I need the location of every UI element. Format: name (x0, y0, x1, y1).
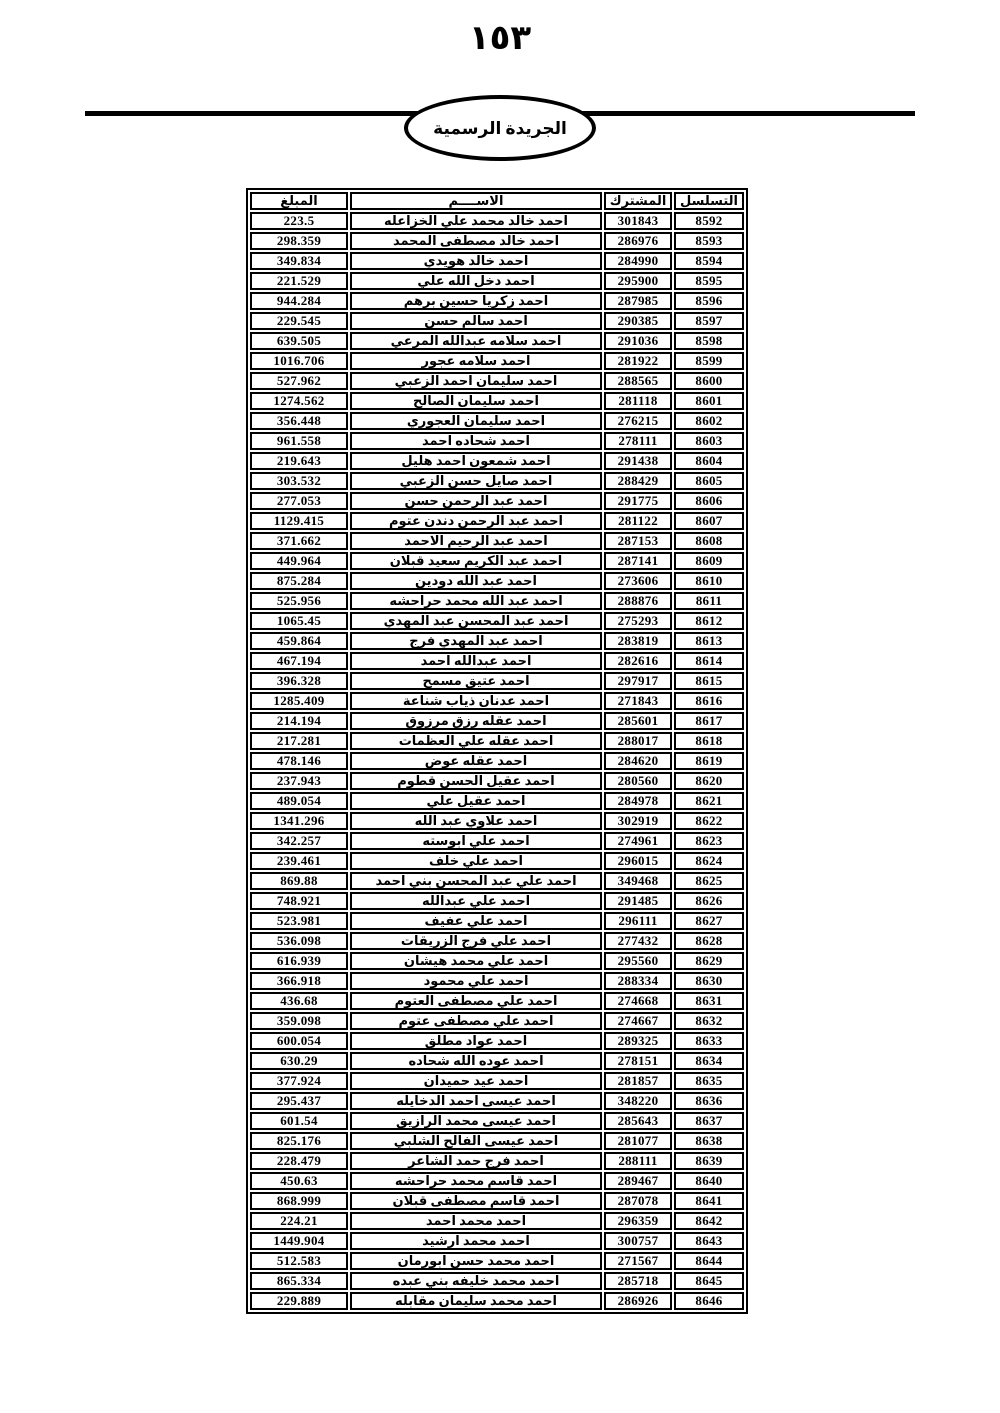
table-row (250, 272, 744, 290)
subscriber-cell: 273606 (604, 572, 672, 590)
amount-column-header: المبلغ (250, 192, 348, 210)
serial-cell: 8602 (674, 412, 744, 430)
serial-cell: 8614 (674, 652, 744, 670)
serial-cell: 8594 (674, 252, 744, 270)
subscriber-cell: 281077 (604, 1132, 672, 1150)
amount-cell: 1449.904 (250, 1232, 348, 1250)
table-row (250, 892, 744, 910)
serial-cell: 8628 (674, 932, 744, 950)
amount-cell: 944.284 (250, 292, 348, 310)
table-row (250, 1152, 744, 1170)
subscriber-cell: 284990 (604, 252, 672, 270)
table-row (250, 692, 744, 710)
page-number: ١٥٣ (468, 20, 532, 57)
name-cell: احمد سلامه عجور (350, 352, 602, 370)
table-row (250, 1112, 744, 1130)
table-row (250, 312, 744, 330)
serial-cell: 8610 (674, 572, 744, 590)
subscriber-cell: 288017 (604, 732, 672, 750)
amount-cell: 237.943 (250, 772, 348, 790)
subscriber-cell: 288429 (604, 472, 672, 490)
serial-cell: 8595 (674, 272, 744, 290)
serial-cell: 8644 (674, 1252, 744, 1270)
subscriber-cell: 281922 (604, 352, 672, 370)
amount-cell: 536.098 (250, 932, 348, 950)
amount-cell: 228.479 (250, 1152, 348, 1170)
table-row (250, 292, 744, 310)
subscriber-cell: 291036 (604, 332, 672, 350)
name-cell: احمد خالد مصطفى المحمد (350, 232, 602, 250)
amount-cell: 229.545 (250, 312, 348, 330)
name-cell: احمد عبد المحسن عبد المهدي (350, 612, 602, 630)
name-cell: احمد عقله عوض (350, 752, 602, 770)
amount-cell: 449.964 (250, 552, 348, 570)
amount-cell: 219.643 (250, 452, 348, 470)
amount-cell: 366.918 (250, 972, 348, 990)
name-cell: احمد سليمان العجوري (350, 412, 602, 430)
subscriber-cell: 288334 (604, 972, 672, 990)
name-cell: احمد سلامه عبدالله المرعي (350, 332, 602, 350)
serial-cell: 8613 (674, 632, 744, 650)
subscriber-cell: 271843 (604, 692, 672, 710)
name-cell: احمد محمد احمد (350, 1212, 602, 1230)
name-column-header: الاســــم (350, 192, 602, 210)
subscriber-cell: 283819 (604, 632, 672, 650)
amount-cell: 527.962 (250, 372, 348, 390)
serial-cell: 8638 (674, 1132, 744, 1150)
subscriber-cell: 291438 (604, 452, 672, 470)
table-row (250, 672, 744, 690)
subscriber-cell: 280560 (604, 772, 672, 790)
serial-cell: 8643 (674, 1232, 744, 1250)
subscribers-table-body (250, 212, 744, 1310)
amount-cell: 478.146 (250, 752, 348, 770)
name-cell: احمد عقله رزق مرزوق (350, 712, 602, 730)
name-cell: احمد علي مصطفى العتوم (350, 992, 602, 1010)
subscriber-cell: 282616 (604, 652, 672, 670)
table-row (250, 772, 744, 790)
table-row (250, 232, 744, 250)
name-cell: احمد محمد حسن ابورمان (350, 1252, 602, 1270)
serial-cell: 8623 (674, 832, 744, 850)
table-row (250, 652, 744, 670)
subscriber-cell: 300757 (604, 1232, 672, 1250)
serial-cell: 8625 (674, 872, 744, 890)
name-cell: احمد علي محمود (350, 972, 602, 990)
table-row (250, 252, 744, 270)
amount-cell: 214.194 (250, 712, 348, 730)
amount-cell: 459.864 (250, 632, 348, 650)
table-row (250, 972, 744, 990)
serial-cell: 8616 (674, 692, 744, 710)
subscriber-cell: 291775 (604, 492, 672, 510)
name-cell: احمد عبد الله محمد حراحشه (350, 592, 602, 610)
amount-cell: 467.194 (250, 652, 348, 670)
amount-cell: 748.921 (250, 892, 348, 910)
table-row (250, 932, 744, 950)
amount-cell: 221.529 (250, 272, 348, 290)
amount-cell: 825.176 (250, 1132, 348, 1150)
serial-cell: 8615 (674, 672, 744, 690)
table-row (250, 1272, 744, 1290)
serial-cell: 8604 (674, 452, 744, 470)
subscriber-cell: 271567 (604, 1252, 672, 1270)
amount-cell: 601.54 (250, 1112, 348, 1130)
subscriber-cell: 301843 (604, 212, 672, 230)
table-row (250, 1072, 744, 1090)
name-cell: احمد عيسى محمد الرازيق (350, 1112, 602, 1130)
serial-cell: 8611 (674, 592, 744, 610)
table-row (250, 612, 744, 630)
subscriber-cell: 295560 (604, 952, 672, 970)
name-cell: احمد علي خلف (350, 852, 602, 870)
name-cell: احمد عقيل الحسن قطوم (350, 772, 602, 790)
name-cell: احمد عيسى احمد الدخايله (350, 1092, 602, 1110)
amount-cell: 239.461 (250, 852, 348, 870)
amount-cell: 303.532 (250, 472, 348, 490)
subscriber-cell: 288111 (604, 1152, 672, 1170)
serial-cell: 8608 (674, 532, 744, 550)
name-cell: احمد عبد الله دودين (350, 572, 602, 590)
serial-cell: 8631 (674, 992, 744, 1010)
serial-cell: 8601 (674, 392, 744, 410)
subscriber-cell: 287985 (604, 292, 672, 310)
amount-cell: 1285.409 (250, 692, 348, 710)
name-cell: احمد عقيل علي (350, 792, 602, 810)
table-row (250, 632, 744, 650)
subscriber-cell: 286926 (604, 1292, 672, 1310)
amount-cell: 356.448 (250, 412, 348, 430)
serial-cell: 8600 (674, 372, 744, 390)
serial-cell: 8635 (674, 1072, 744, 1090)
serial-cell: 8637 (674, 1112, 744, 1130)
subscriber-cell: 285718 (604, 1272, 672, 1290)
name-cell: احمد عبد الكريم سعيد قبلان (350, 552, 602, 570)
amount-cell: 961.558 (250, 432, 348, 450)
name-cell: احمد قاسم مصطفى قبلان (350, 1192, 602, 1210)
serial-cell: 8606 (674, 492, 744, 510)
serial-cell: 8596 (674, 292, 744, 310)
amount-cell: 349.834 (250, 252, 348, 270)
name-cell: احمد عبدالله احمد (350, 652, 602, 670)
name-cell: احمد فرج حمد الشاعر (350, 1152, 602, 1170)
table-row (250, 412, 744, 430)
name-cell: احمد محمد سليمان مقابله (350, 1292, 602, 1310)
table-row (250, 452, 744, 470)
name-cell: احمد علي مصطفى عتوم (350, 1012, 602, 1030)
subscriber-cell: 296111 (604, 912, 672, 930)
subscriber-cell: 296015 (604, 852, 672, 870)
serial-cell: 8626 (674, 892, 744, 910)
subscriber-cell: 284620 (604, 752, 672, 770)
subscriber-cell: 275293 (604, 612, 672, 630)
name-cell: احمد علي عبد المحسن بني احمد (350, 872, 602, 890)
subscriber-cell: 290385 (604, 312, 672, 330)
table-row (250, 992, 744, 1010)
amount-cell: 630.29 (250, 1052, 348, 1070)
name-cell: احمد علي فرج الزريقات (350, 932, 602, 950)
serial-cell: 8633 (674, 1032, 744, 1050)
subscriber-cell: 289325 (604, 1032, 672, 1050)
table-row (250, 1092, 744, 1110)
amount-cell: 600.054 (250, 1032, 348, 1050)
subscriber-cell: 274668 (604, 992, 672, 1010)
amount-cell: 875.284 (250, 572, 348, 590)
table-row (250, 852, 744, 870)
serial-column-header: التسلسل (674, 192, 744, 210)
serial-cell: 8617 (674, 712, 744, 730)
subscriber-cell: 278111 (604, 432, 672, 450)
table-row (250, 1132, 744, 1150)
name-cell: احمد عيد حميدان (350, 1072, 602, 1090)
serial-cell: 8620 (674, 772, 744, 790)
name-cell: احمد عتيق مسمح (350, 672, 602, 690)
name-cell: احمد سليمان احمد الزعبي (350, 372, 602, 390)
table-row (250, 352, 744, 370)
subscriber-column-header: المشترك (604, 192, 672, 210)
table-row (250, 1172, 744, 1190)
amount-cell: 217.281 (250, 732, 348, 750)
name-cell: احمد عبد الرحمن حسن (350, 492, 602, 510)
table-row (250, 532, 744, 550)
serial-cell: 8605 (674, 472, 744, 490)
table-row (250, 392, 744, 410)
subscriber-cell: 274667 (604, 1012, 672, 1030)
amount-cell: 639.505 (250, 332, 348, 350)
subscriber-cell: 289467 (604, 1172, 672, 1190)
serial-cell: 8639 (674, 1152, 744, 1170)
amount-cell: 1341.296 (250, 812, 348, 830)
name-cell: احمد علي ابوسته (350, 832, 602, 850)
table-row (250, 572, 744, 590)
table-row (250, 1192, 744, 1210)
subscriber-cell: 348220 (604, 1092, 672, 1110)
name-cell: احمد علي عفيف (350, 912, 602, 930)
subscriber-cell: 285601 (604, 712, 672, 730)
subscriber-cell: 281118 (604, 392, 672, 410)
serial-cell: 8630 (674, 972, 744, 990)
serial-cell: 8636 (674, 1092, 744, 1110)
table-row (250, 552, 744, 570)
subscriber-cell: 302919 (604, 812, 672, 830)
amount-cell: 512.583 (250, 1252, 348, 1270)
table-row (250, 1232, 744, 1250)
name-cell: احمد عيسى الفالح الشلبي (350, 1132, 602, 1150)
name-cell: احمد خالد محمد علي الخزاعله (350, 212, 602, 230)
table-row (250, 712, 744, 730)
table-row (250, 872, 744, 890)
gazette-title-ellipse (404, 95, 596, 161)
name-cell: احمد عقله علي العظمات (350, 732, 602, 750)
subscriber-cell: 276215 (604, 412, 672, 430)
serial-cell: 8632 (674, 1012, 744, 1030)
table-row (250, 372, 744, 390)
table-row (250, 432, 744, 450)
subscriber-cell: 287153 (604, 532, 672, 550)
table-row (250, 732, 744, 750)
name-cell: احمد عواد مطلق (350, 1032, 602, 1050)
amount-cell: 489.054 (250, 792, 348, 810)
subscriber-cell: 277432 (604, 932, 672, 950)
amount-cell: 525.956 (250, 592, 348, 610)
amount-cell: 616.939 (250, 952, 348, 970)
serial-cell: 8603 (674, 432, 744, 450)
table-row (250, 592, 744, 610)
amount-cell: 450.63 (250, 1172, 348, 1190)
subscriber-cell: 274961 (604, 832, 672, 850)
amount-cell: 342.257 (250, 832, 348, 850)
name-cell: احمد علي محمد هيشان (350, 952, 602, 970)
table-row (250, 1212, 744, 1230)
name-cell: احمد عبد الرحمن دندن عتوم (350, 512, 602, 530)
gazette-title: الجريدة الرسمية (433, 119, 567, 138)
table-header-row (250, 192, 744, 210)
serial-cell: 8598 (674, 332, 744, 350)
serial-cell: 8619 (674, 752, 744, 770)
subscriber-cell: 287141 (604, 552, 672, 570)
table-row (250, 1032, 744, 1050)
serial-cell: 8629 (674, 952, 744, 970)
table-row (250, 212, 744, 230)
serial-cell: 8618 (674, 732, 744, 750)
name-cell: احمد عدنان ذياب شناعة (350, 692, 602, 710)
amount-cell: 1065.45 (250, 612, 348, 630)
name-cell: احمد محمد ارشيد (350, 1232, 602, 1250)
subscriber-cell: 281857 (604, 1072, 672, 1090)
amount-cell: 396.328 (250, 672, 348, 690)
subscriber-cell: 287078 (604, 1192, 672, 1210)
name-cell: احمد زكريا حسين برهم (350, 292, 602, 310)
name-cell: احمد عوده الله شحاده (350, 1052, 602, 1070)
serial-cell: 8642 (674, 1212, 744, 1230)
name-cell: احمد سالم حسن (350, 312, 602, 330)
subscriber-cell: 291485 (604, 892, 672, 910)
subscriber-cell: 297917 (604, 672, 672, 690)
name-cell: احمد علاوي عبد الله (350, 812, 602, 830)
amount-cell: 229.889 (250, 1292, 348, 1310)
name-cell: احمد عبد المهدي فرج (350, 632, 602, 650)
table-row (250, 492, 744, 510)
amount-cell: 359.098 (250, 1012, 348, 1030)
amount-cell: 371.662 (250, 532, 348, 550)
serial-cell: 8641 (674, 1192, 744, 1210)
table-row (250, 812, 744, 830)
amount-cell: 224.21 (250, 1212, 348, 1230)
name-cell: احمد سليمان الصالح (350, 392, 602, 410)
amount-cell: 1016.706 (250, 352, 348, 370)
subscriber-cell: 284978 (604, 792, 672, 810)
serial-cell: 8646 (674, 1292, 744, 1310)
subscriber-cell: 349468 (604, 872, 672, 890)
serial-cell: 8627 (674, 912, 744, 930)
table-row (250, 472, 744, 490)
amount-cell: 277.053 (250, 492, 348, 510)
table-row (250, 1012, 744, 1030)
amount-cell: 223.5 (250, 212, 348, 230)
name-cell: احمد صايل حسن الزعبي (350, 472, 602, 490)
name-cell: احمد خالد هويدي (350, 252, 602, 270)
table-row (250, 792, 744, 810)
serial-cell: 8634 (674, 1052, 744, 1070)
serial-cell: 8592 (674, 212, 744, 230)
serial-cell: 8609 (674, 552, 744, 570)
subscriber-cell: 295900 (604, 272, 672, 290)
subscriber-cell: 288565 (604, 372, 672, 390)
name-cell: احمد محمد خليفه بني عبده (350, 1272, 602, 1290)
serial-cell: 8622 (674, 812, 744, 830)
table-row (250, 1052, 744, 1070)
serial-cell: 8640 (674, 1172, 744, 1190)
serial-cell: 8593 (674, 232, 744, 250)
table-row (250, 1252, 744, 1270)
table-row (250, 332, 744, 350)
name-cell: احمد دخل الله علي (350, 272, 602, 290)
table-row (250, 952, 744, 970)
name-cell: احمد قاسم محمد حراحشه (350, 1172, 602, 1190)
serial-cell: 8597 (674, 312, 744, 330)
serial-cell: 8607 (674, 512, 744, 530)
table-row (250, 912, 744, 930)
serial-cell: 8624 (674, 852, 744, 870)
subscriber-cell: 278151 (604, 1052, 672, 1070)
table-row (250, 512, 744, 530)
amount-cell: 298.359 (250, 232, 348, 250)
table-row (250, 832, 744, 850)
amount-cell: 868.999 (250, 1192, 348, 1210)
serial-cell: 8599 (674, 352, 744, 370)
name-cell: احمد علي عبدالله (350, 892, 602, 910)
subscriber-cell: 281122 (604, 512, 672, 530)
amount-cell: 865.334 (250, 1272, 348, 1290)
serial-cell: 8645 (674, 1272, 744, 1290)
subscribers-table (246, 188, 748, 1314)
subscriber-cell: 285643 (604, 1112, 672, 1130)
amount-cell: 523.981 (250, 912, 348, 930)
name-cell: احمد عبد الرحيم الاحمد (350, 532, 602, 550)
serial-cell: 8612 (674, 612, 744, 630)
amount-cell: 1274.562 (250, 392, 348, 410)
table-row (250, 752, 744, 770)
serial-cell: 8621 (674, 792, 744, 810)
name-cell: احمد شحاده احمد (350, 432, 602, 450)
amount-cell: 436.68 (250, 992, 348, 1010)
amount-cell: 377.924 (250, 1072, 348, 1090)
subscriber-cell: 286976 (604, 232, 672, 250)
amount-cell: 1129.415 (250, 512, 348, 530)
subscriber-cell: 296359 (604, 1212, 672, 1230)
table-row (250, 1292, 744, 1310)
subscriber-cell: 288876 (604, 592, 672, 610)
amount-cell: 295.437 (250, 1092, 348, 1110)
amount-cell: 869.88 (250, 872, 348, 890)
name-cell: احمد شمعون احمد هليل (350, 452, 602, 470)
